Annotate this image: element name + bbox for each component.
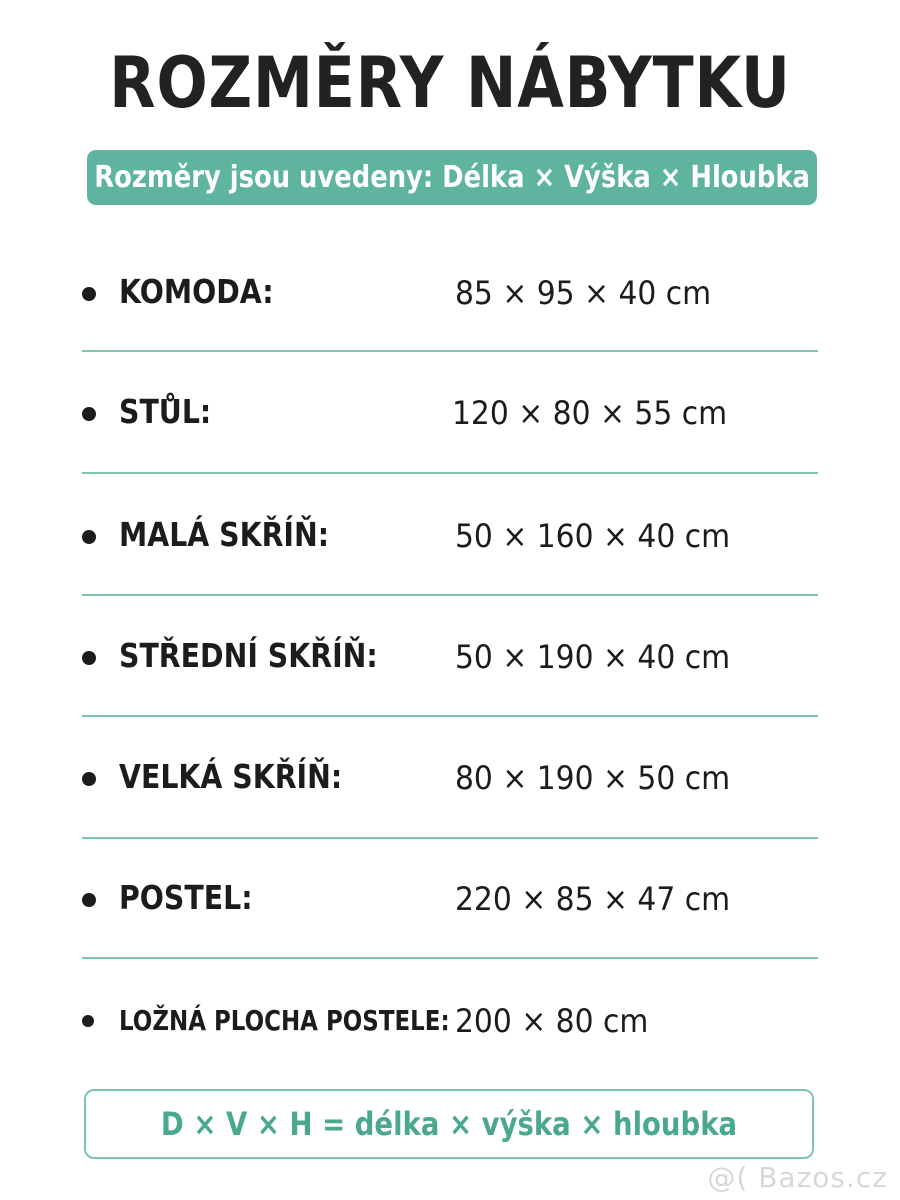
divider [82,957,818,959]
item-name: STŮL: [119,392,212,431]
bullet-icon [82,530,96,544]
bullet-icon [82,407,96,421]
item-dimensions: 85 × 95 × 40 cm [455,274,712,312]
watermark: @( Bazos.cz [707,1161,888,1194]
subtitle-text: Rozměry jsou uvedeny: Délka × Výška × Hloubka [94,160,810,195]
list-item [0,596,900,717]
subtitle-banner [87,150,817,205]
page-title: ROZMĚRY NÁBYTKU [109,42,791,124]
list-item [0,960,900,1081]
item-name: STŘEDNÍ SKŘÍŇ: [119,636,378,675]
item-name: VELKÁ SKŘÍŇ: [119,757,343,796]
divider [82,472,818,474]
list-item [0,838,900,959]
formula-text: D × V × H = délka × výška × hloubka [160,1105,738,1143]
item-dimensions: 50 × 160 × 40 cm [455,517,731,555]
item-name: LOŽNÁ PLOCHA POSTELE: [119,1004,450,1037]
item-dimensions: 80 × 190 × 50 cm [455,759,731,797]
bullet-icon [82,893,96,907]
item-name: KOMODA: [119,272,274,311]
bullet-icon [82,1015,94,1027]
bullet-icon [82,651,96,665]
list-item [0,475,900,596]
item-dimensions: 50 × 190 × 40 cm [455,638,731,676]
bullet-icon [82,287,96,301]
item-dimensions: 120 × 80 × 55 cm [452,394,728,432]
formula-box [84,1089,814,1159]
list-item [0,352,900,473]
item-dimensions: 200 × 80 cm [455,1002,649,1040]
item-dimensions: 220 × 85 × 47 cm [455,880,731,918]
item-name: POSTEL: [119,878,253,917]
bullet-icon [82,772,96,786]
item-name: MALÁ SKŘÍŇ: [119,515,330,554]
list-item [0,717,900,838]
list-item [0,232,900,353]
